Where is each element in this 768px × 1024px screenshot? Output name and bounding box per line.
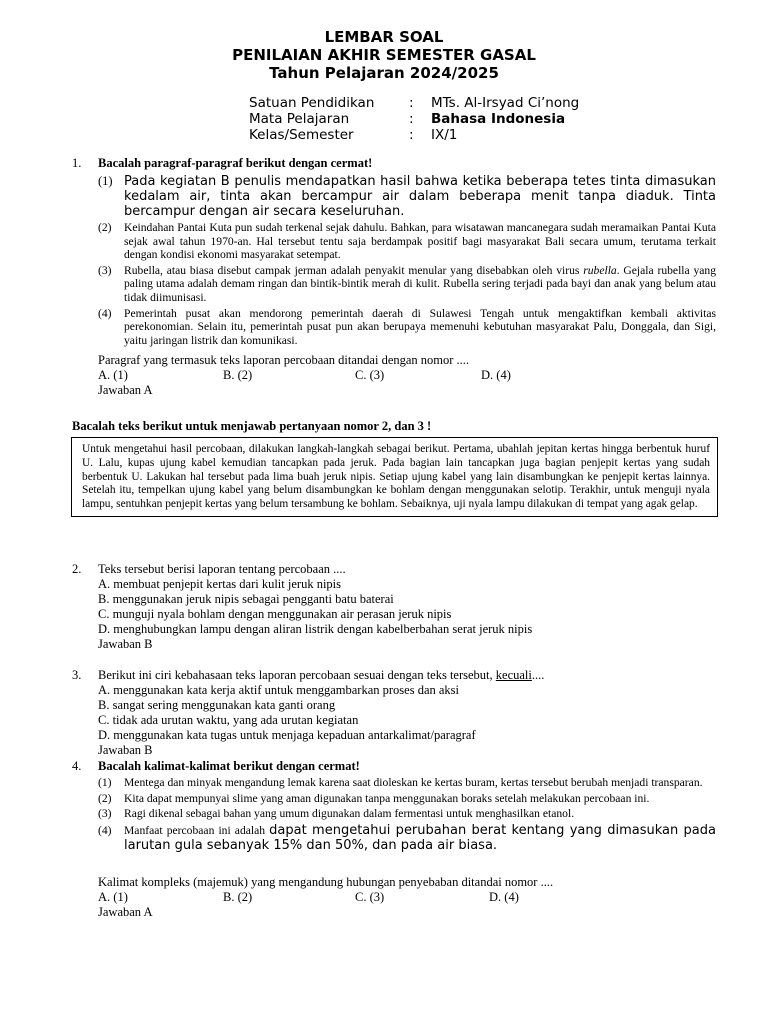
sentence-item: (4) Manfaat percobaan ini adalah dapat mengetahui perubahan berat kentang yang dimasukan pada larutan gula sebanyak 15% dan 50%, dan pada air biasa. bbox=[98, 822, 716, 853]
answer-key: Jawaban A bbox=[98, 383, 153, 398]
option-c: C. tidak ada urutan waktu, yang ada urutan kegiatan bbox=[98, 713, 359, 727]
sentence-item: (2) Kita dapat mempunyai slime yang aman digunakan tanpa menggunakan boraks setelah melakukan percobaan ini. bbox=[98, 791, 650, 805]
meta-row-class: Kelas/Semester : IX/1 bbox=[249, 127, 458, 143]
question-number: 4. bbox=[72, 759, 82, 773]
option-a: A. (1) bbox=[98, 368, 128, 383]
exam-title: PENILAIAN AKHIR SEMESTER GASAL bbox=[232, 46, 536, 64]
paragraph-item: (3) Rubella, atau biasa disebut campak jerman adalah penyakit menular yang disebabkan oleh virus rubella. Gejala rubella yang paling utama adalah demam ringan dan bintik-bintik merah di kulit. Rubella sering terjadi pada bayi dan anak yang belum atau tidak diimunisasi. bbox=[98, 263, 716, 304]
option-c: C. munguji nyala bohlam dengan menggunakan air perasan jeruk nipis bbox=[98, 607, 452, 621]
answer-key: Jawaban A bbox=[98, 904, 153, 919]
sentence-item: (3) Ragi dikenal sebagai bahan yang umum digunakan dalam fermentasi untuk menghasilkan etanol. bbox=[98, 807, 575, 821]
answer-options bbox=[98, 368, 716, 383]
option-c: C. (3) bbox=[355, 368, 385, 383]
question-number: 1. bbox=[72, 156, 82, 170]
answer-key: Jawaban B bbox=[98, 637, 153, 651]
option-a: A. membuat penjepit kertas dari kulit jeruk nipis bbox=[98, 577, 341, 591]
exam-meta bbox=[249, 95, 579, 143]
paragraph-item: (4) Pemerintah pusat akan mendorong pemerintah daerah di Sulawesi Tengah untuk mengaktifkan kembali aktivitas perekonomian. Selain itu, pemerintah pusat pun akan berupaya memenuhi kebutuhan masyarakat Palu, Donggala, dan Sigi, yaitu jaringan listrik dan komunikasi. bbox=[98, 306, 716, 347]
question-text: Berikut ini ciri kebahasaan teks laporan percobaan sesuai dengan teks tersebut, kecuali.... bbox=[98, 668, 545, 682]
question-instruction: Bacalah kalimat-kalimat berikut dengan cermat! bbox=[98, 759, 360, 773]
sentence-item: (1) Mentega dan minyak mengandung lemak karena saat dioleskan ke kertas buram, kertas tersebut berubah menjadi transparan. bbox=[98, 776, 703, 789]
question-number: 3. bbox=[72, 668, 82, 682]
option-b: B. (2) bbox=[223, 368, 253, 383]
question-number: 2. bbox=[72, 562, 82, 576]
document-header bbox=[0, 28, 768, 82]
question-text: Teks tersebut berisi laporan tentang percobaan .... bbox=[98, 562, 346, 576]
option-d: D. (4) bbox=[489, 889, 519, 904]
school-year: Tahun Pelajaran 2024/2025 bbox=[269, 64, 499, 82]
meta-row-school: Satuan Pendidikan : MTs. Al-Irsyad Ci’nong bbox=[249, 95, 580, 111]
question-text: Paragraf yang termasuk teks laporan percobaan ditandai dengan nomor .... bbox=[98, 353, 470, 368]
option-b: B. (2) bbox=[223, 889, 253, 904]
option-d: D. menggunakan kata tugas untuk menjaga kepaduan antarkalimat/paragraf bbox=[98, 728, 476, 742]
option-d: D. menghubungkan lampu dengan aliran listrik dengan kabelberbahan serat jeruk nipis bbox=[98, 622, 533, 636]
paragraph-item: (2) Keindahan Pantai Kuta pun sudah terkenal sejak dahulu. Bahkan, para wisatawan mancanegara sudah meramaikan Pantai Kuta sejak awal tahun 1970-an. Hal tersebut tentu saja berdampak positif bagi masyarakat Bali secara umum, terutama terkait dengan kondisi ekonomi masyarakat setempat. bbox=[98, 221, 716, 262]
answer-options bbox=[98, 890, 716, 905]
option-b: B. menggunakan jeruk nipis sebagai pengganti batu baterai bbox=[98, 592, 394, 606]
paragraph-item: (1) Pada kegiatan B penulis mendapatkan hasil bahwa ketika beberapa tetes tinta dimasukan kedalam air, tinta akan bercampur air dalam beberapa menit tanpa diaduk. Tinta bercampur dengan air secara keseluruhan. bbox=[98, 174, 716, 219]
option-a: A. (1) bbox=[98, 889, 128, 904]
question-instruction: Bacalah paragraf-paragraf berikut dengan cermat! bbox=[98, 156, 373, 170]
question-text: Kalimat kompleks (majemuk) yang mengandung hubungan penyebaban ditandai nomor .... bbox=[98, 874, 554, 889]
answer-key: Jawaban B bbox=[98, 743, 153, 757]
option-b: B. sangat sering menggunakan kata ganti orang bbox=[98, 698, 336, 712]
option-c: C. (3) bbox=[355, 889, 385, 904]
section-heading: Bacalah teks berikut untuk menjawab pertanyaan nomor 2, dan 3 ! bbox=[72, 419, 432, 433]
option-d: D. (4) bbox=[481, 368, 511, 383]
doc-title: LEMBAR SOAL bbox=[324, 28, 444, 46]
reading-passage: Untuk mengetahui hasil percobaan, dilakukan langkah-langkah sebagai berikut. Pertama, ubahlah jepitan kertas hingga berbentuk huruf U. Lalu, kupas ujung kabel kemudian tancapkan pada jeruk. Pada bagian lain tancapkan juga bagian penjepit kertas yang sudah berbentuk U. Lakukan hal tersebut pada lima buah jeruk nipis. Setiap ujung kabel yang lain disambungkan ke penjepit kertas lainnya. Setelah itu, tempelkan ujung kabel yang belum disambungkan ke bohlam dengan menggunakan selotip. Terakhir, untuk menguji nyala lampu, sentuhkan penjepit kertas yang belum tersambung ke bohlam. Sebaiknya, uji nyala lampu dilakukan di tempat yang agak gelap. bbox=[71, 437, 718, 517]
option-a: A. menggunakan kata kerja aktif untuk menggambarkan proses dan aksi bbox=[98, 683, 459, 697]
meta-row-subject: Mata Pelajaran : Bahasa Indonesia bbox=[249, 111, 566, 127]
